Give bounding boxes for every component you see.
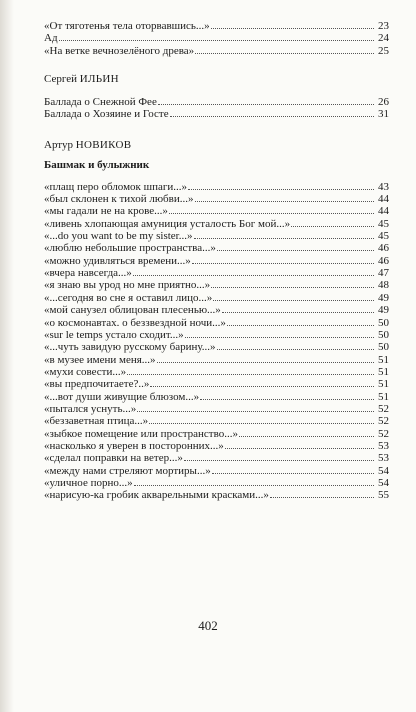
toc-entry-page: 46 (378, 242, 389, 255)
toc-entry-page: 54 (378, 476, 389, 489)
toc-leader-dots (188, 181, 374, 190)
toc-entry-title: Баллада о Снежной Фее (44, 96, 157, 109)
toc-entry-title: «зыбкое помещение или пространство...» (44, 427, 238, 440)
toc-entry-title: «нарисую-ка гробик акварельными красками...» (44, 489, 269, 502)
toc-entry-page: 49 (378, 304, 389, 317)
toc-entry-page: 51 (378, 365, 389, 378)
toc-entry-page: 51 (378, 378, 389, 391)
toc-entry-page: 24 (378, 32, 389, 45)
toc-entry (44, 181, 389, 193)
author-first-name: Сергей (44, 73, 77, 86)
toc-entry-title: «От тяготенья тела оторвавшись...» (44, 20, 210, 32)
toc-entry (44, 452, 389, 464)
toc-group-1 (44, 20, 389, 57)
toc-entry (44, 341, 389, 353)
toc-leader-dots (239, 428, 374, 437)
toc-entry-title: «можно удивляться времени...» (44, 254, 191, 267)
toc-entry (44, 20, 389, 32)
author-heading (44, 73, 389, 86)
toc-entry-title: «плащ перо обломок шпаги...» (44, 180, 188, 193)
toc-entry-title: «я знаю вы урод но мне приятно...» (44, 279, 211, 292)
toc-leader-dots (150, 378, 374, 387)
author-heading (44, 139, 389, 152)
toc-leader-dots (195, 45, 374, 54)
toc-entry (44, 267, 389, 279)
toc-entry (44, 108, 389, 120)
page-gutter-shadow (0, 0, 14, 712)
toc-entry (44, 428, 389, 440)
toc-entry (44, 242, 389, 254)
toc-entry (44, 218, 389, 230)
toc-entry (44, 465, 389, 477)
toc-entry-page: 23 (378, 20, 389, 32)
toc-entry-page: 44 (378, 193, 389, 206)
toc-entry-title: «sur le temps устало сходит...» (44, 328, 184, 341)
toc-entry-title: «был склонен к тихой любви...» (44, 193, 194, 206)
toc-leader-dots (222, 304, 374, 313)
toc-leader-dots (133, 267, 374, 276)
toc-entry (44, 440, 389, 452)
toc-entry (44, 45, 389, 57)
toc-entry-page: 44 (378, 205, 389, 218)
toc-entry-page: 26 (378, 96, 389, 109)
toc-leader-dots (137, 403, 374, 412)
toc-entry-page: 25 (378, 44, 389, 57)
toc-leader-dots (217, 341, 374, 350)
toc-leader-dots (185, 329, 374, 338)
table-of-contents (44, 20, 389, 502)
toc-entry (44, 366, 389, 378)
toc-leader-dots (158, 96, 374, 105)
toc-entry-title: «...сегодня во сне я оставил лицо...» (44, 291, 213, 304)
toc-entry-title: «пытался уснуть...» (44, 402, 137, 415)
toc-entry-title: «вчера навсегда...» (44, 267, 132, 280)
toc-entry-page: 47 (378, 267, 389, 280)
toc-leader-dots (127, 366, 374, 375)
toc-entry-title: «беззаветная птица...» (44, 415, 149, 428)
toc-entry-title: «ливень хлопающая амуниция усталость Бог мой...» (44, 217, 291, 230)
toc-entry (44, 403, 389, 415)
toc-entry-title: «...чуть завидую русскому барину...» (44, 341, 216, 354)
toc-entry-page: 50 (378, 328, 389, 341)
toc-entry (44, 489, 389, 501)
toc-leader-dots (212, 465, 374, 474)
toc-entry-page: 52 (378, 427, 389, 440)
toc-entry-page: 45 (378, 217, 389, 230)
toc-leader-dots (134, 477, 374, 486)
toc-entry (44, 292, 389, 304)
toc-entry (44, 354, 389, 366)
toc-entry-page: 43 (378, 180, 389, 193)
toc-entry (44, 317, 389, 329)
toc-entry-title: «уличное порно...» (44, 476, 133, 489)
toc-entry-title: Баллада о Хозяине и Госте (44, 108, 169, 121)
toc-entry-page: 31 (378, 108, 389, 121)
toc-entry (44, 378, 389, 390)
toc-group-3 (44, 181, 389, 502)
toc-leader-dots (149, 415, 374, 424)
toc-entry-page: 53 (378, 452, 389, 465)
toc-leader-dots (59, 32, 374, 41)
toc-leader-dots (192, 255, 374, 264)
toc-leader-dots (195, 193, 375, 202)
section-title: Башмак и булыжник (44, 158, 150, 171)
toc-entry (44, 477, 389, 489)
toc-entry-title: «люблю небольшие пространства...» (44, 242, 216, 255)
toc-entry-page: 51 (378, 353, 389, 366)
toc-entry-title: «сделал поправки на ветер...» (44, 452, 183, 465)
toc-leader-dots (225, 440, 374, 449)
toc-entry (44, 193, 389, 205)
toc-entry-title: «между нами стреляют мортиры...» (44, 464, 211, 477)
toc-entry (44, 205, 389, 217)
toc-entry (44, 32, 389, 44)
toc-entry-page: 51 (378, 390, 389, 403)
toc-entry-page: 53 (378, 439, 389, 452)
toc-entry (44, 415, 389, 427)
toc-leader-dots (213, 292, 374, 301)
toc-entry-page: 49 (378, 291, 389, 304)
toc-entry-page: 50 (378, 341, 389, 354)
toc-entry-page: 55 (378, 489, 389, 502)
toc-entry-page: 50 (378, 316, 389, 329)
toc-entry-page: 45 (378, 230, 389, 243)
toc-entry-title: «На ветке вечнозелёного древа» (44, 44, 195, 57)
toc-entry-page: 54 (378, 464, 389, 477)
toc-entry (44, 304, 389, 316)
toc-leader-dots (170, 108, 374, 117)
toc-entry-title: «в музее имени меня...» (44, 353, 156, 366)
toc-entry-title: «о космонавтах. о беззвездной ночи...» (44, 316, 226, 329)
page-number: 402 (198, 618, 218, 633)
toc-leader-dots (211, 279, 374, 288)
author-last-name: ИЛЬИН (79, 73, 119, 86)
toc-entry-title: Ад (44, 32, 58, 45)
toc-entry-title: «...вот души живущие блюзом...» (44, 390, 200, 403)
toc-entry-title: «мой санузел облицован плесенью...» (44, 304, 221, 317)
toc-leader-dots (184, 452, 374, 461)
toc-entry (44, 230, 389, 242)
toc-entry-title: «мухи совести...» (44, 365, 127, 378)
toc-leader-dots (169, 205, 374, 214)
toc-leader-dots (291, 218, 374, 227)
toc-leader-dots (217, 242, 374, 251)
toc-entry (44, 329, 389, 341)
toc-leader-dots (211, 20, 374, 29)
author-first-name: Артур (44, 138, 73, 151)
toc-entry (44, 255, 389, 267)
toc-entry-page: 52 (378, 415, 389, 428)
toc-leader-dots (270, 489, 374, 498)
toc-entry-page: 52 (378, 402, 389, 415)
toc-entry-title: «...do you want to be my sister...» (44, 230, 193, 243)
toc-leader-dots (194, 230, 375, 239)
toc-leader-dots (157, 354, 374, 363)
toc-entry-title: «насколько я уверен в посторонних...» (44, 439, 224, 452)
toc-entry-title: «мы гадали не на крове...» (44, 205, 168, 218)
toc-entry-page: 46 (378, 254, 389, 267)
toc-entry (44, 279, 389, 291)
toc-leader-dots (200, 391, 374, 400)
toc-entry-page: 48 (378, 279, 389, 292)
toc-entry (44, 96, 389, 108)
toc-leader-dots (227, 317, 374, 326)
author-last-name: НОВИКОВ (75, 138, 132, 151)
toc-entry-title: «вы предпочитаете?..» (44, 378, 150, 391)
toc-group-2 (44, 96, 389, 121)
toc-entry (44, 391, 389, 403)
